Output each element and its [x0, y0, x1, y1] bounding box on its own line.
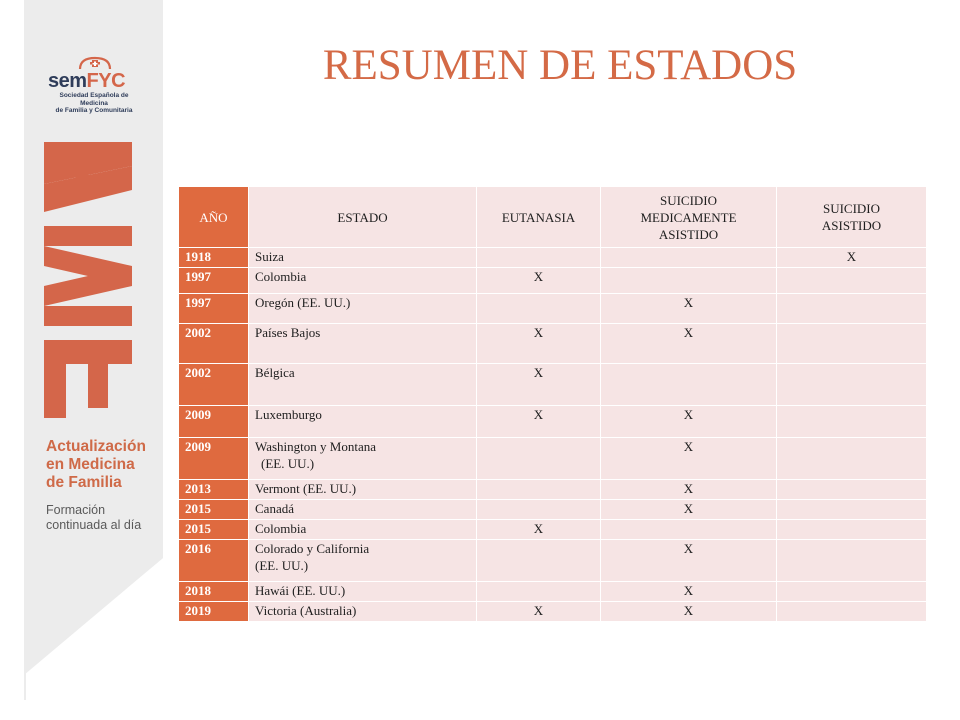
row-assisted-suicide [777, 582, 927, 602]
row-state [249, 248, 477, 268]
row-medically-assisted-suicide [601, 364, 777, 406]
table-row [179, 406, 927, 438]
row-state-line1: Canadá [255, 501, 294, 516]
row-state-line2: (EE. UU.) [261, 456, 315, 471]
row-year: 2013 [179, 480, 249, 500]
row-year: 1997 [179, 294, 249, 324]
brand-subtitle [46, 503, 166, 533]
row-euthanasia: X [477, 406, 601, 438]
table-row [179, 364, 927, 406]
row-state [249, 602, 477, 622]
row-assisted-suicide [777, 324, 927, 364]
row-assisted-suicide [777, 406, 927, 438]
table-row [179, 582, 927, 602]
table-row [179, 438, 927, 480]
header-sa-line1: SUICIDIO [822, 201, 881, 216]
row-medically-assisted-suicide: X [601, 582, 777, 602]
row-assisted-suicide [777, 480, 927, 500]
row-state [249, 406, 477, 438]
row-state-line2: (EE. UU.) [255, 558, 309, 573]
row-medically-assisted-suicide [601, 520, 777, 540]
row-euthanasia [477, 582, 601, 602]
row-euthanasia [477, 480, 601, 500]
table-row [179, 540, 927, 582]
row-state [249, 582, 477, 602]
row-state-line1: Colombia [255, 521, 307, 536]
row-state [249, 438, 477, 480]
brand-subtitle-line1: Formación [46, 503, 106, 517]
row-state [249, 268, 477, 294]
sidebar [0, 0, 170, 720]
row-year: 2002 [179, 364, 249, 406]
row-year: 2009 [179, 406, 249, 438]
row-euthanasia: X [477, 364, 601, 406]
row-year: 2018 [179, 582, 249, 602]
row-assisted-suicide: X [777, 248, 927, 268]
row-euthanasia [477, 500, 601, 520]
row-euthanasia [477, 438, 601, 480]
row-state-line1: Washington y Montana [255, 439, 376, 454]
row-assisted-suicide [777, 268, 927, 294]
row-euthanasia: X [477, 268, 601, 294]
row-assisted-suicide [777, 520, 927, 540]
row-medically-assisted-suicide: X [601, 406, 777, 438]
header-euthanasia: EUTANASIA [477, 187, 601, 248]
logo-wordmark [48, 71, 158, 91]
row-year: 2015 [179, 500, 249, 520]
row-year: 2009 [179, 438, 249, 480]
row-year: 2015 [179, 520, 249, 540]
row-assisted-suicide [777, 438, 927, 480]
table-row [179, 480, 927, 500]
logo-subtitle-line2: de Familia y Comunitaria [55, 107, 133, 114]
brand-title-line2: en Medicina [46, 456, 135, 473]
row-state [249, 480, 477, 500]
row-state [249, 520, 477, 540]
row-state-line1: Luxemburgo [255, 407, 322, 422]
logo-prefix: sem [48, 70, 87, 92]
row-euthanasia [477, 294, 601, 324]
header-sma-line3: ASISTIDO [658, 226, 719, 242]
brand-title [46, 438, 166, 492]
table-row [179, 324, 927, 364]
logo-subtitle [48, 92, 140, 115]
table-row [179, 602, 927, 622]
states-table [178, 186, 927, 622]
row-assisted-suicide [777, 364, 927, 406]
header-sma-line1: SUICIDIO [659, 192, 718, 208]
brand-subtitle-line2: continuada al día [46, 518, 142, 532]
row-assisted-suicide [777, 294, 927, 324]
table-header-row [179, 187, 927, 248]
header-assisted-suicide [777, 187, 927, 248]
row-state-line1: Países Bajos [255, 325, 321, 340]
row-state-line1: Victoria (Australia) [255, 603, 357, 618]
row-assisted-suicide [777, 602, 927, 622]
row-year: 1918 [179, 248, 249, 268]
row-year: 2019 [179, 602, 249, 622]
row-state [249, 364, 477, 406]
row-state-line1: Hawái (EE. UU.) [255, 583, 346, 598]
header-state: ESTADO [249, 187, 477, 248]
row-state-line1: Suiza [255, 249, 284, 264]
row-state [249, 500, 477, 520]
row-medically-assisted-suicide: X [601, 540, 777, 582]
row-medically-assisted-suicide: X [601, 324, 777, 364]
logo-suffix: FYC [86, 70, 126, 92]
semfyc-emblem-icon [78, 56, 112, 70]
row-state [249, 540, 477, 582]
row-medically-assisted-suicide: X [601, 294, 777, 324]
brand-title-line1: Actualización [46, 438, 146, 455]
header-year: AÑO [179, 187, 249, 248]
row-euthanasia: X [477, 324, 601, 364]
row-state [249, 294, 477, 324]
row-euthanasia [477, 248, 601, 268]
brand-title-line3: de Familia [46, 474, 122, 491]
header-sa-line2: ASISTIDO [821, 218, 882, 233]
table-row [179, 520, 927, 540]
table-row [179, 268, 927, 294]
table-row [179, 248, 927, 268]
header-medically-assisted-suicide [601, 187, 777, 248]
row-euthanasia: X [477, 602, 601, 622]
row-year: 2016 [179, 540, 249, 582]
row-state [249, 324, 477, 364]
slide-title: RESUMEN DE ESTADOS [322, 42, 798, 89]
row-assisted-suicide [777, 540, 927, 582]
row-euthanasia: X [477, 520, 601, 540]
row-year: 2002 [179, 324, 249, 364]
amf-vertical-logo [40, 140, 140, 420]
row-state-line1: Bélgica [255, 365, 295, 380]
row-medically-assisted-suicide [601, 248, 777, 268]
row-medically-assisted-suicide: X [601, 438, 777, 480]
row-assisted-suicide [777, 500, 927, 520]
logo-subtitle-line1: Sociedad Española de Medicina [59, 92, 129, 107]
row-year: 1997 [179, 268, 249, 294]
row-medically-assisted-suicide: X [601, 500, 777, 520]
row-state-line1: Vermont (EE. UU.) [255, 481, 357, 496]
header-sma-line2: MEDICAMENTE [640, 209, 737, 225]
row-state-line1: Colombia [255, 269, 307, 284]
table-row [179, 294, 927, 324]
row-medically-assisted-suicide [601, 268, 777, 294]
row-medically-assisted-suicide: X [601, 602, 777, 622]
row-state-line1: Oregón (EE. UU.) [255, 295, 351, 310]
table-row [179, 500, 927, 520]
row-euthanasia [477, 540, 601, 582]
row-medically-assisted-suicide: X [601, 480, 777, 500]
row-state-line1: Colorado y California [255, 541, 370, 556]
semfyc-logo [48, 56, 158, 115]
